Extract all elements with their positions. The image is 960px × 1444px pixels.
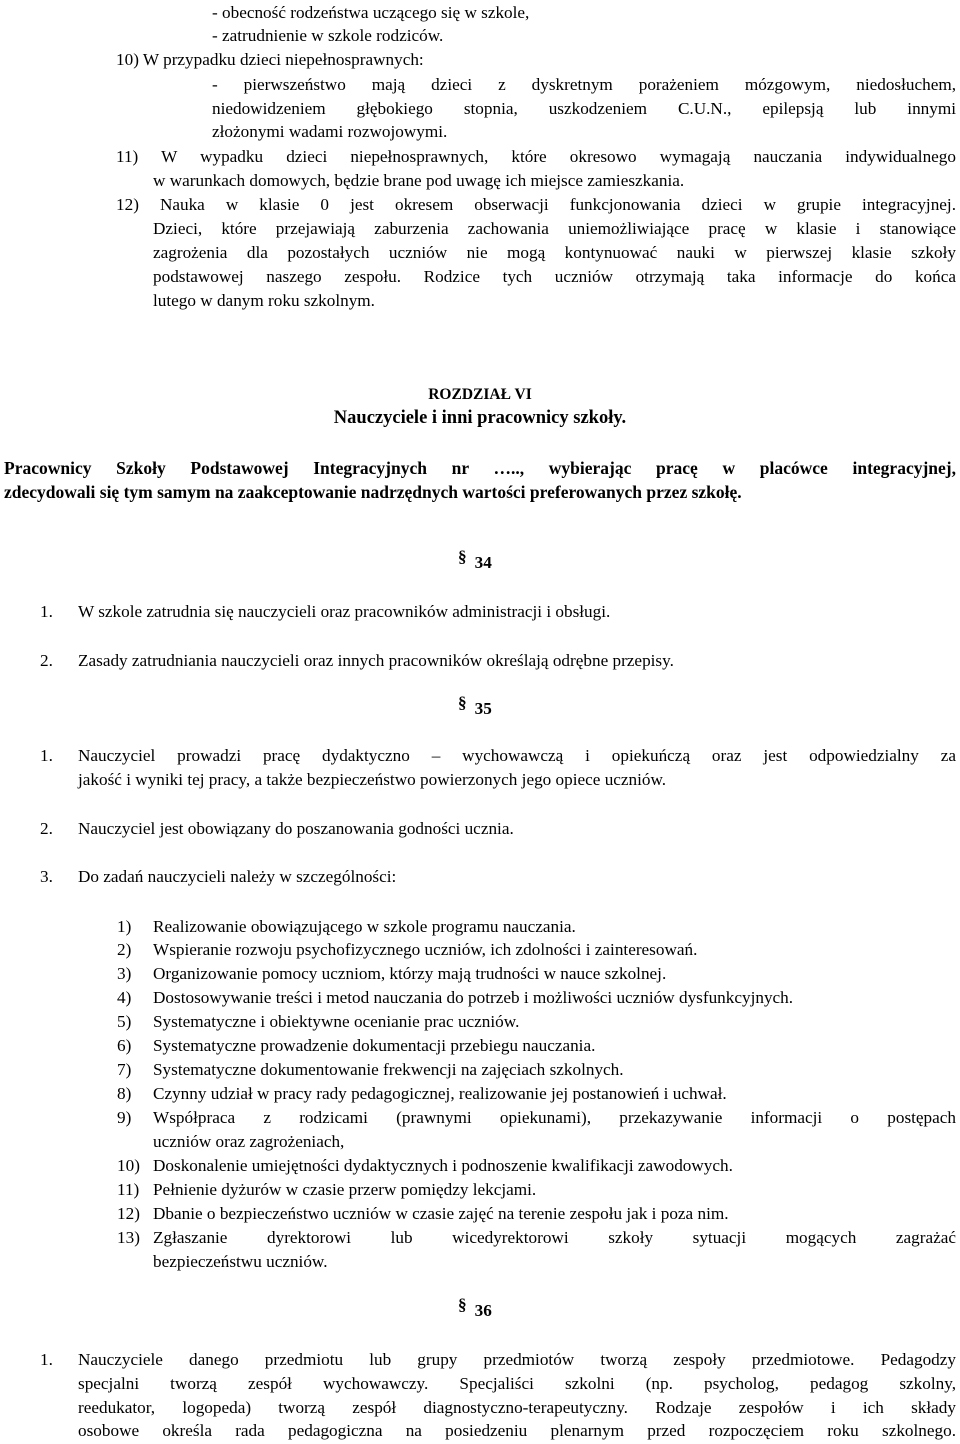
task-text: Organizowanie pomocy uczniom, którzy mają trudności w nauce szkolnej. [153, 964, 667, 983]
item-text: jakość i wyniki tej pracy, a także bezpieczeństwo powierzonych jego opiece uczniów. [78, 770, 667, 789]
item-number: 2. [40, 651, 53, 670]
task-text: bezpieczeństwu uczniów. [153, 1252, 328, 1271]
item-text: Nauczyciel jest obowiązany do poszanowania godności ucznia. [78, 819, 514, 838]
section-number: 34 [474, 553, 492, 572]
item-text: Zasady zatrudniania nauczycieli oraz innych pracowników określają odrębne przepisy. [78, 651, 674, 670]
preamble-line: Pracownicy Szkoły Podstawowej Integracyjnych nr ….., wybierając pracę w placówce integracyjnej, [4, 458, 956, 478]
paragraph-sign: § [458, 547, 467, 566]
task-number: 1) [117, 917, 132, 936]
intro-line: podstawowej naszego zespołu. Rodzice tych uczniów otrzymają taka informacje do końca [153, 267, 956, 286]
intro-line: 10) W przypadku dzieci niepełnosprawnych: [116, 50, 424, 69]
item-text: Nauczyciele danego przedmiotu lub grupy przedmiotów tworzą zespoły przedmiotowe. Pedagodzy [78, 1350, 956, 1369]
task-number: 7) [117, 1060, 132, 1079]
item-text: W szkole zatrudnia się nauczycieli oraz pracowników administracji i obsługi. [78, 602, 611, 621]
intro-line: lutego w danym roku szkolnym. [153, 291, 375, 310]
task-number: 5) [117, 1012, 132, 1031]
section-heading-36 [458, 1295, 492, 1322]
task-number: 9) [117, 1108, 132, 1127]
task-number: 12) [117, 1204, 140, 1223]
task-number: 2) [117, 940, 132, 959]
task-text: Czynny udział w pracy rady pedagogicznej, realizowanie jej postanowień i uchwał. [153, 1084, 727, 1103]
intro-line: 12) Nauka w klasie 0 jest okresem obserwacji funkcjonowania dzieci w grupie integracyjnej. [116, 195, 956, 214]
intro-line: - pierwszeństwo mają dzieci z dyskretnym porażeniem mózgowym, niedosłuchem, [212, 75, 956, 94]
item-number: 3. [40, 867, 53, 886]
intro-line: Dzieci, które przejawiają zaburzenia zachowania uniemożliwiające pracę w klasie i stanowiące [153, 219, 956, 238]
task-number: 10) [117, 1156, 140, 1175]
task-text: Pełnienie dyżurów w czasie przerw pomiędzy lekcjami. [153, 1180, 537, 1199]
section-number: 35 [474, 699, 492, 718]
task-text: Systematyczne dokumentowanie frekwencji na zajęciach szkolnych. [153, 1060, 624, 1079]
task-text: Systematyczne i obiektywne ocenianie prac uczniów. [153, 1012, 520, 1031]
paragraph-sign: § [458, 1295, 467, 1314]
task-text: Dbanie o bezpieczeństwo uczniów w czasie zajęć na terenie zespołu jak i poza nim. [153, 1204, 729, 1223]
item-text: Do zadań nauczycieli należy w szczególności: [78, 867, 397, 886]
task-text: Doskonalenie umiejętności dydaktycznych i podnoszenie kwalifikacji zawodowych. [153, 1156, 733, 1175]
item-text: reedukator, logopeda) tworzą zespół diagnostyczno-terapeutyczny. Rodzaje zespołów i ich składy [78, 1398, 956, 1417]
section-heading-34 [458, 547, 492, 574]
section-heading-35 [458, 693, 492, 720]
preamble-line: zdecydowali się tym samym na zaakceptowanie nadrzędnych wartości preferowanych przez szkołę. [4, 482, 742, 502]
item-text: specjalni tworzą zespół wychowawczy. Specjaliści szkolni (np. psycholog, pedagog szkolny, [78, 1374, 956, 1393]
task-number: 8) [117, 1084, 132, 1103]
task-number: 3) [117, 964, 132, 983]
chapter-title: Nauczyciele i inni pracownicy szkoły. [333, 408, 627, 428]
item-text: Nauczyciel prowadzi pracę dydaktyczno – wychowawczą i opiekuńczą oraz jest odpowiedzialny za [78, 746, 956, 765]
task-text: Realizowanie obowiązującego w szkole programu nauczania. [153, 917, 576, 936]
intro-line: - zatrudnienie w szkole rodziców. [212, 26, 444, 45]
item-number: 1. [40, 746, 53, 765]
intro-line: niedowidzeniem głębokiego stopnia, uszkodzeniem C.U.N., epilepsją lub innymi [212, 99, 956, 118]
task-text: Dostosowywanie treści i metod nauczania do potrzeb i możliwości uczniów dysfunkcyjnych. [153, 988, 794, 1007]
task-text: Zgłaszanie dyrektorowi lub wicedyrektorowi szkoły sytuacji mogących zagrażać [153, 1228, 956, 1247]
intro-line: zagrożenia dla pozostałych uczniów nie mogą kontynuować nauki w pierwszej klasie szkoły [153, 243, 956, 262]
intro-line: 11) W wypadku dzieci niepełnosprawnych, które okresowo wymagają nauczania indywidualnego [116, 147, 956, 166]
task-number: 6) [117, 1036, 132, 1055]
intro-line: - obecność rodzeństwa uczącego się w szkole, [212, 3, 530, 22]
task-text: Wspieranie rozwoju psychofizycznego uczniów, ich zdolności i zainteresowań. [153, 940, 698, 959]
paragraph-sign: § [458, 693, 467, 712]
section-number: 36 [474, 1301, 492, 1320]
item-number: 2. [40, 819, 53, 838]
task-number: 13) [117, 1228, 140, 1247]
task-text: Systematyczne prowadzenie dokumentacji przebiegu nauczania. [153, 1036, 596, 1055]
item-number: 1. [40, 1350, 53, 1369]
task-number: 4) [117, 988, 132, 1007]
task-text: Współpraca z rodzicami (prawnymi opiekunami), przekazywanie informacji o postępach [153, 1108, 956, 1127]
intro-line: złożonymi wadami rozwojowymi. [212, 122, 448, 141]
task-number: 11) [117, 1180, 140, 1199]
item-number: 1. [40, 602, 53, 621]
task-text: uczniów oraz zagrożeniach, [153, 1132, 345, 1151]
intro-line: w warunkach domowych, będzie brane pod uwagę ich miejsce zamieszkania. [153, 171, 685, 190]
item-text: osobowe określa rada pedagogiczna na posiedzeniu plenarnym przed rozpoczęciem roku szkolnego. [78, 1421, 956, 1440]
chapter-label: ROZDZIAŁ VI [428, 386, 532, 403]
